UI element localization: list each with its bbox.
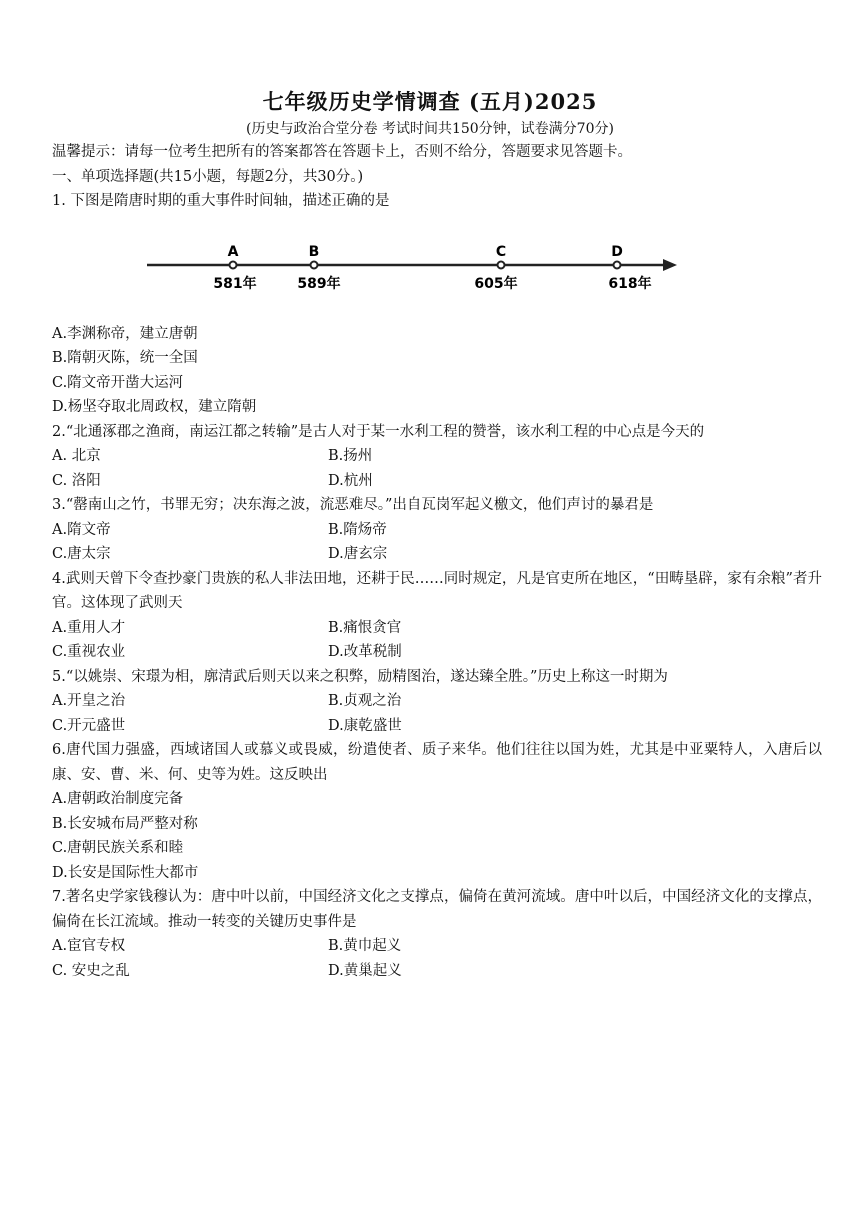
question-2-option-d: D.杭州 xyxy=(328,472,373,489)
question-6-option-d: D.长安是国际性大都市 xyxy=(52,864,199,881)
question-3-option-d: D.唐玄宗 xyxy=(328,546,388,562)
question-1-option-d: D.杨坚夺取北周政权，建立隋朝 xyxy=(52,399,257,415)
question-4-option-c: C.重视农业 xyxy=(52,644,126,660)
question-2-option-a: A. 北京 xyxy=(52,448,101,464)
question-6-stem: 6.唐代国力强盛，西域诸国人或慕义或畏威，纷遣使者、质子来华。他们往往以国为姓，尤其是中亚粟特人，入唐后以康、安、曹、米、何、史等为姓。这反映出 xyxy=(52,742,822,783)
question-5-option-d: D.康乾盛世 xyxy=(328,717,402,734)
question-2-option-c: C. 洛阳 xyxy=(52,472,101,489)
question-1-option-a: A.李渊称帝，建立唐朝 xyxy=(52,325,198,342)
question-4-stem: 4.武则天曾下令查抄豪门贵族的私人非法田地，还耕于民……同时规定，凡是官吏所在地区，“田畴垦辟，家有余粮”者升官。这体现了武则天 xyxy=(52,570,822,611)
question-2-options-row-2 xyxy=(52,469,822,494)
question-3-stem: 3.“罄南山之竹，书罪无穷；决东海之波，流恶难尽。”出自瓦岗军起义檄文，他们声讨的暴君是 xyxy=(52,497,654,513)
timeline-year-a: 581年 xyxy=(213,275,257,292)
question-5-stem: 5.“以姚崇、宋璟为相，廓清武后则天以来之积弊，励精图治，遂达臻全胜。”历史上称这一时期为 xyxy=(52,668,668,685)
question-1-option-b: B.隋朝灭陈，统一全国 xyxy=(52,350,198,366)
question-3-option-a: A.隋文帝 xyxy=(52,521,111,538)
timeline-year-d: 618年 xyxy=(608,275,652,292)
question-6-option-a: A.唐朝政治制度完备 xyxy=(52,791,184,807)
timeline-graphic xyxy=(147,234,707,304)
timeline-point-a xyxy=(213,244,256,292)
question-2-stem: 2.“北通涿郡之渔商，南运江都之转输”是古人对于某一水利工程的赞誉，该水利工程的中心点是今天的 xyxy=(52,423,705,440)
question-7-option-d: D.黄巢起义 xyxy=(328,962,402,979)
question-5-option-b: B.贞观之治 xyxy=(328,693,402,709)
timeline-letter-a: A xyxy=(227,243,239,260)
question-1-option-c: C.隋文帝开凿大运河 xyxy=(52,374,184,391)
question-4-options-row-2 xyxy=(52,640,822,665)
question-4-options-row-1 xyxy=(52,616,822,641)
exam-content xyxy=(52,140,822,983)
question-3-option-b: B.隋炀帝 xyxy=(328,521,387,538)
question-4-option-d: D.改革税制 xyxy=(328,644,402,660)
question-7-option-b: B.黄巾起义 xyxy=(328,938,402,954)
question-5-options-row-2 xyxy=(52,714,822,739)
question-3-options-row-1 xyxy=(52,518,822,543)
question-2-options-row-1 xyxy=(52,444,822,469)
question-7-option-c: C. 安史之乱 xyxy=(52,962,130,979)
timeline-year-b: 589年 xyxy=(297,275,341,292)
timeline-point-d xyxy=(608,244,651,292)
exam-title: 七年级历史学情调查 (五月)2025 xyxy=(262,89,598,114)
question-6-option-b: B.长安城布局严整对称 xyxy=(52,815,198,832)
question-4-option-b: B.痛恨贪官 xyxy=(328,619,402,636)
timeline-letter-b: B xyxy=(308,243,320,260)
question-5-options-row-1 xyxy=(52,689,822,714)
question-1-timeline xyxy=(52,214,822,322)
timeline-letter-c: C xyxy=(495,243,507,260)
question-2-option-b: B.扬州 xyxy=(328,448,373,464)
question-4-option-a: A.重用人才 xyxy=(52,619,126,636)
timeline-arrowhead xyxy=(663,259,677,271)
question-5-option-c: C.开元盛世 xyxy=(52,717,126,734)
question-7-options-row-1 xyxy=(52,934,822,959)
question-3-options-row-2 xyxy=(52,542,822,567)
exam-subtitle: (历史与政治合堂分卷 考试时间共150分钟，试卷满分70分) xyxy=(246,121,614,137)
timeline-year-c: 605年 xyxy=(474,275,518,292)
notice-text: 温馨提示：请每一位考生把所有的答案都答在答题卡上，否则不给分，答题要求见答题卡。 xyxy=(52,144,632,160)
question-7-option-a: A.宦官专权 xyxy=(52,938,126,954)
timeline-point-b xyxy=(297,244,340,292)
question-3-option-c: C.唐太宗 xyxy=(52,546,111,562)
question-7-stem: 7.著名史学家钱穆认为：唐中叶以前，中国经济文化之支撑点，偏倚在黄河流域。唐中叶以后，中国经济文化的支撑点，偏倚在长江流域。推动一转变的关键历史事件是 xyxy=(52,889,822,930)
timeline-point-c xyxy=(474,244,517,292)
question-1-stem: 1. 下图是隋唐时期的重大事件时间轴，描述正确的是 xyxy=(52,193,390,209)
question-7-options-row-2 xyxy=(52,959,822,984)
section-heading: 一、单项选择题(共15小题，每题2分，共30分。) xyxy=(52,168,364,185)
question-6-option-c: C.唐朝民族关系和睦 xyxy=(52,840,184,856)
question-5-option-a: A.开皇之治 xyxy=(52,693,126,709)
timeline-letter-d: D xyxy=(611,243,623,260)
